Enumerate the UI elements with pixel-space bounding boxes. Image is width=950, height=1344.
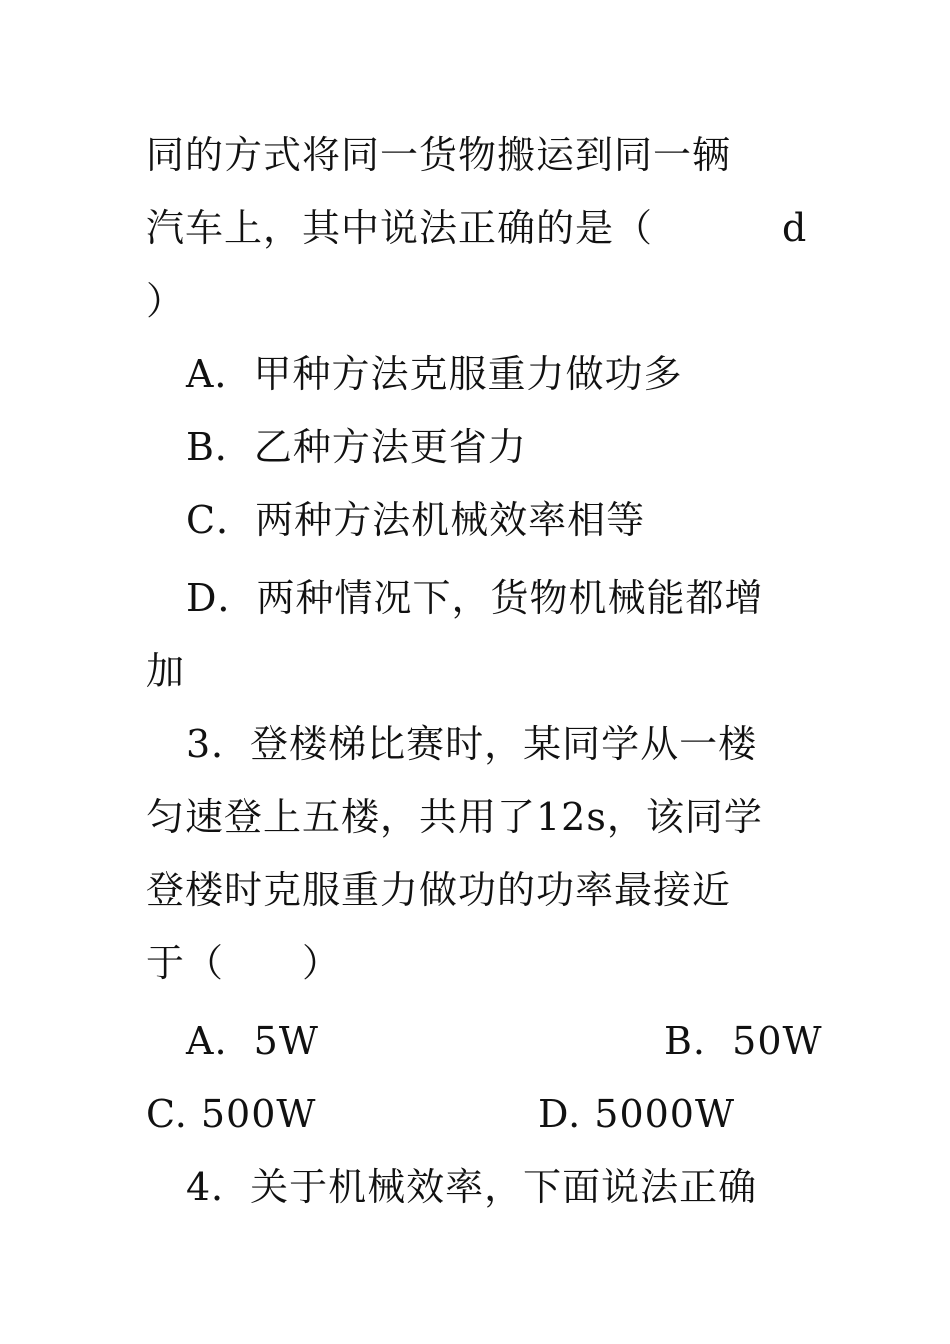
q2-option-d-line-1: D．两种情况下，货物机械能都增 <box>186 576 764 620</box>
q2-stem-line-2: 汽车上，其中说法正确的是（ <box>146 206 654 250</box>
q2-option-c: C．两种方法机械效率相等 <box>186 498 646 542</box>
q2-stem-line-3: ） <box>146 279 186 323</box>
q4-line-1: 4．关于机械效率，下面说法正确 <box>186 1165 758 1209</box>
q3-line-3: 登楼时克服重力做功的功率最接近 <box>146 868 732 912</box>
q3-line-1: 3．登楼梯比赛时，某同学从一楼 <box>186 722 758 766</box>
q3-option-d: D. 5000W <box>538 1092 736 1136</box>
q2-option-b: B．乙种方法更省力 <box>186 425 527 469</box>
q3-option-c: C. 500W <box>146 1092 317 1136</box>
q3-line-4: 于（ ） <box>146 941 342 985</box>
q2-stem-line-1: 同的方式将同一货物搬运到同一辆 <box>146 133 732 177</box>
q3-option-b: B. 50W <box>664 1019 823 1063</box>
q2-handwritten-answer: d <box>782 206 807 250</box>
q3-option-a: A. 5W <box>186 1019 319 1063</box>
q3-line-2: 匀速登上五楼，共用了12s，该同学 <box>146 795 763 839</box>
q2-option-a: A．甲种方法克服重力做功多 <box>186 352 683 396</box>
q2-option-d-line-2: 加 <box>146 649 186 693</box>
